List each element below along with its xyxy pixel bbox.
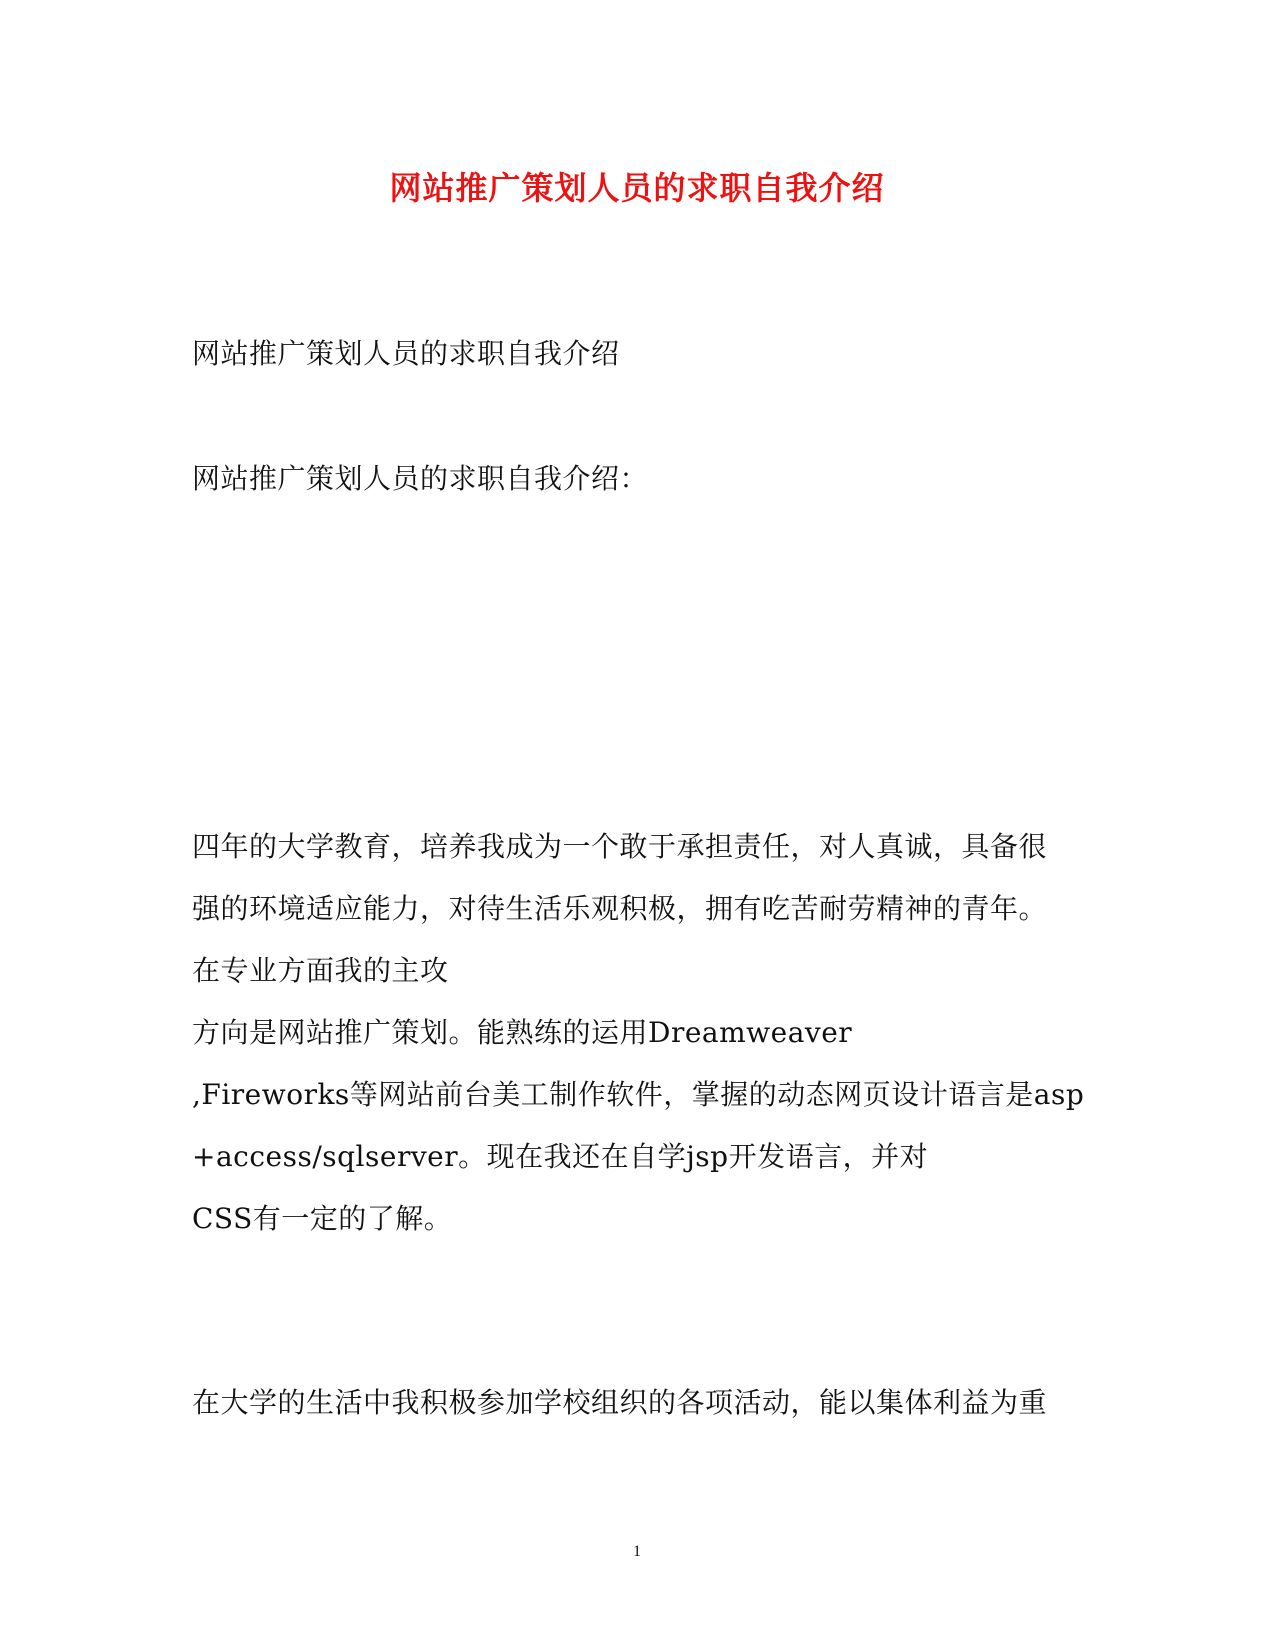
paragraph-body-line-1: 四年的大学教育，培养我成为一个敢于承担责任，对人真诚，具备很 (192, 830, 1048, 863)
paragraph-heading-line: 网站推广策划人员的求职自我介绍 (192, 337, 620, 370)
paragraph-body-line-4: 方向是网站推广策划。能熟练的运用Dreamweaver (192, 1016, 853, 1049)
page-number: 1 (633, 1543, 641, 1560)
paragraph-activities-line: 在大学的生活中我积极参加学校组织的各项活动，能以集体利益为重 (192, 1386, 1048, 1419)
paragraph-body-line-6: +access/sqlserver。现在我还在自学jsp开发语言，并对 (192, 1140, 929, 1173)
paragraph-body-line-3: 在专业方面我的主攻 (192, 954, 449, 987)
paragraph-body-line-2: 强的环境适应能力，对待生活乐观积极，拥有吃苦耐劳精神的青年。 (192, 892, 1048, 925)
paragraph-body-line-5: ,Fireworks等网站前台美工制作软件，掌握的动态网页设计语言是asp (192, 1078, 1085, 1111)
paragraph-body-line-7: CSS有一定的了解。 (192, 1202, 453, 1235)
paragraph-intro-line: 网站推广策划人员的求职自我介绍： (192, 462, 649, 495)
document-title: 网站推广策划人员的求职自我介绍 (389, 169, 885, 207)
